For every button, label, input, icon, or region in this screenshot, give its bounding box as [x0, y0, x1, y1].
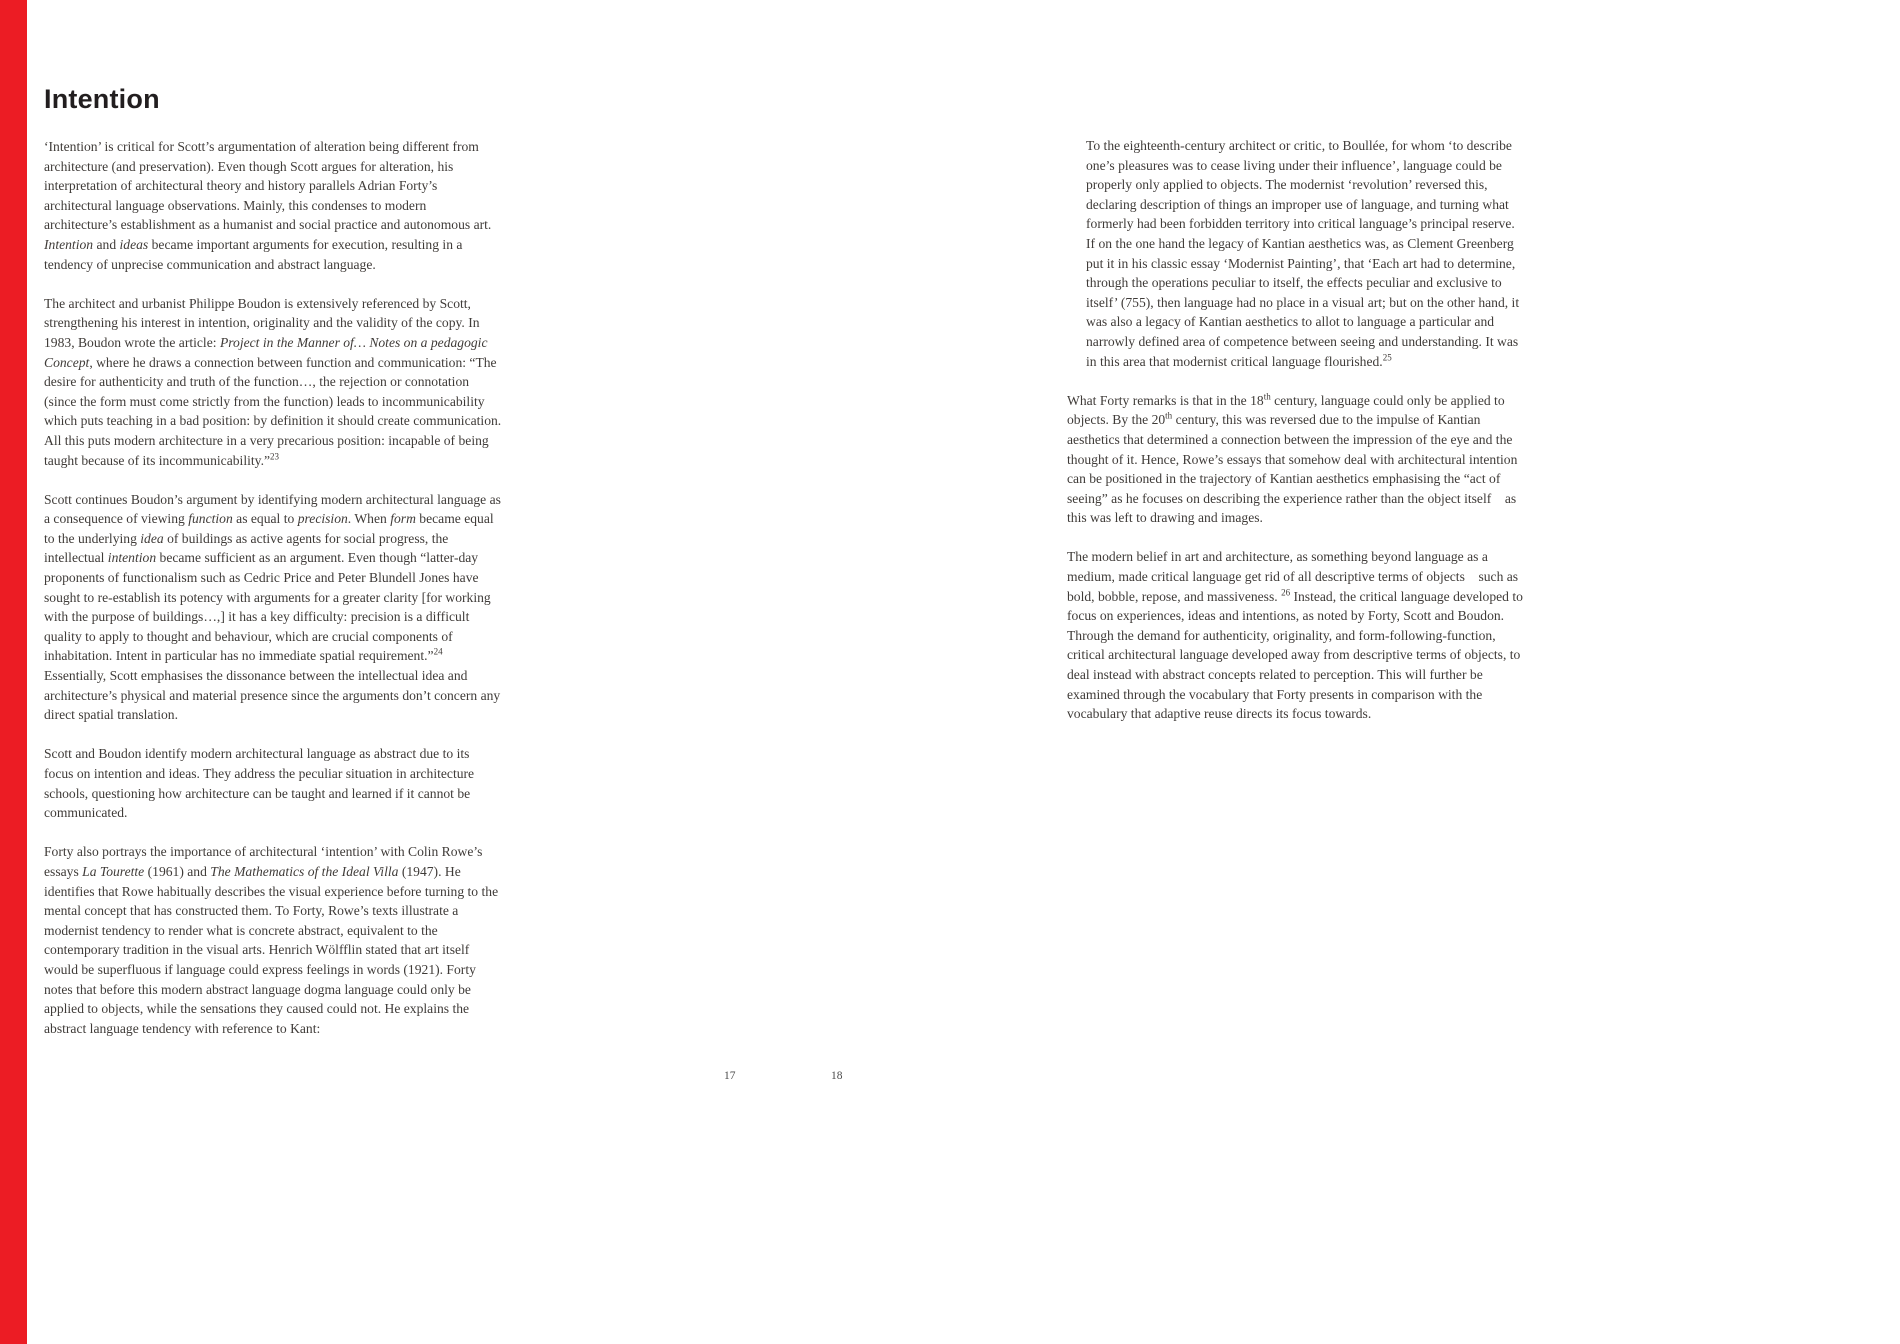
left-paragraph-4: Scott and Boudon identify modern architectural language as abstract due to its focus on intention and ideas. They address the peculiar situation in architecture schools, questioning how architecture can be taught and learned if it cannot be communicated. — [44, 746, 475, 821]
left-paragraph-5: Forty also portrays the importance of architectural ‘intention’ with Colin Rowe’s essays La Tourette (1961) and The Mathematics of the Ideal Villa (1947). He identifies that Rowe habitually describes the visual experience before turning to the mental concept that has constructed them. To Forty, Rowe’s texts illustrate a modernist tendency to render what is concrete abstract, equivalent to the contemporary tradition in the visual arts. Henrich Wölfflin stated that art itself would be superfluous if language could express feelings in words (1921). Forty notes that before this modern abstract language dogma language could only be applied to objects, while the sensations they caused could not. He explains the abstract language tendency with reference to Kant: — [44, 844, 499, 1036]
page-number-left: 17 — [724, 1070, 736, 1082]
right-paragraph-2: The modern belief in art and architecture, as something beyond language as a medium, made critical language get rid of all descriptive terms of objects such as bold, bobble, repose, and massiveness. $^{26}$ Instead, the critical language developed to focus on experiences, ideas and intentions, as noted by Forty, Scott and Boudon. Through the demand for authenticity, originality, and form-following-function, critical architectural language developed away from descriptive terms of objects, to deal instead with abstract concepts related to perception. This will further be examined through the vocabulary that Forty presents in comparison with the vocabulary that adaptive reuse directs its focus towards. — [1067, 549, 1523, 722]
block-quote: To the eighteenth-century architect or critic, to Boullée, for whom ‘to describe one’s pleasures was to cease living under their influence’, language could be properly only applied to objects. The modernist ‘revolution’ reversed this, declaring description of things an improper use of language, and turning what formerly had been forbidden territory into critical language’s principal reserve. If on the one hand the legacy of Kantian aesthetics was, as Clement Greenberg put it in his classic essay ‘Modernist Painting’, that ‘Each art had to determine, through the operations peculiar to itself, the effects peculiar and exclusive to itself’ (755), then language had no place in a visual art; but on the other hand, it was also a legacy of Kantian aesthetics to allot to language a particular and narrowly defined area of competence between seeing and understanding. It was in this area that modernist critical language flourished.$^{25}$ — [1086, 138, 1520, 369]
left-paragraph-2: The architect and urbanist Philippe Boudon is extensively referenced by Scott, strengthening his interest in intention, originality and the validity of the copy. In 1983, Boudon wrote the article: Project in the Manner of… Notes on a pedagogic Concept, where he draws a connection between function and communication: “The desire for authenticity and truth of the function…, the rejection or connotation (since the form must come strictly from the function) leads to incommunicability which puts teaching in a bad position: by definition it should create communication. All this puts modern architecture in a very precarious position: incapable of being taught because of its incommunicability.”$^{23}$ — [44, 295, 502, 468]
left-page — [44, 84, 502, 1058]
page-number-right: 18 — [831, 1070, 843, 1082]
page-title: Intention — [44, 84, 160, 114]
left-paragraph-3: Scott continues Boudon’s argument by identifying modern architectural language as a consequence of viewing function as equal to precision. When form became equal to the underlying idea of buildings as active agents for social progress, the intellectual intention became sufficient as an argument. Even though “latter-day proponents of functionalism such as Cedric Price and Peter Blundell Jones have sought to re-establish its potency with arguments for a greater clarity [for working with the purpose of buildings…,] it has a key difficulty: precision is a difficult quality to apply to thought and behaviour, which are crucial components of inhabitation. Intent in particular has no immediate spatial requirement.”$^{24}$ Essentially, Scott emphasises the dissonance between the intellectual idea and architecture’s physical and material presence since the arguments don’t concern any direct spatial translation. — [44, 491, 501, 723]
left-paragraph-1: ‘Intention’ is critical for Scott’s argumentation of alteration being different from architecture (and preservation). Even though Scott argues for alteration, his interpretation of architectural theory and history parallels Adrian Forty’s architectural language observations. Mainly, this condenses to modern architecture’s establishment as a humanist and social practice and autonomous art. Intention and ideas became important arguments for execution, resulting in a tendency of unprecise communication and abstract language. — [44, 139, 492, 272]
right-paragraph-1: What Forty remarks is that in the 18th century, language could only be applied to objects. By the 20th century, this was reversed due to the impulse of Kantian aesthetics that determined a connection between the impression of the eye and the thought of it. Hence, Rowe’s essays that somehow deal with architectural intention can be positioned in the trajectory of Kantian aesthetics emphasising the “act of seeing” as he focuses on describing the experience rather than the object itself as this was left to drawing and images. — [1067, 391, 1518, 526]
right-page — [1067, 136, 1523, 743]
red-accent-bar — [0, 0, 27, 1344]
